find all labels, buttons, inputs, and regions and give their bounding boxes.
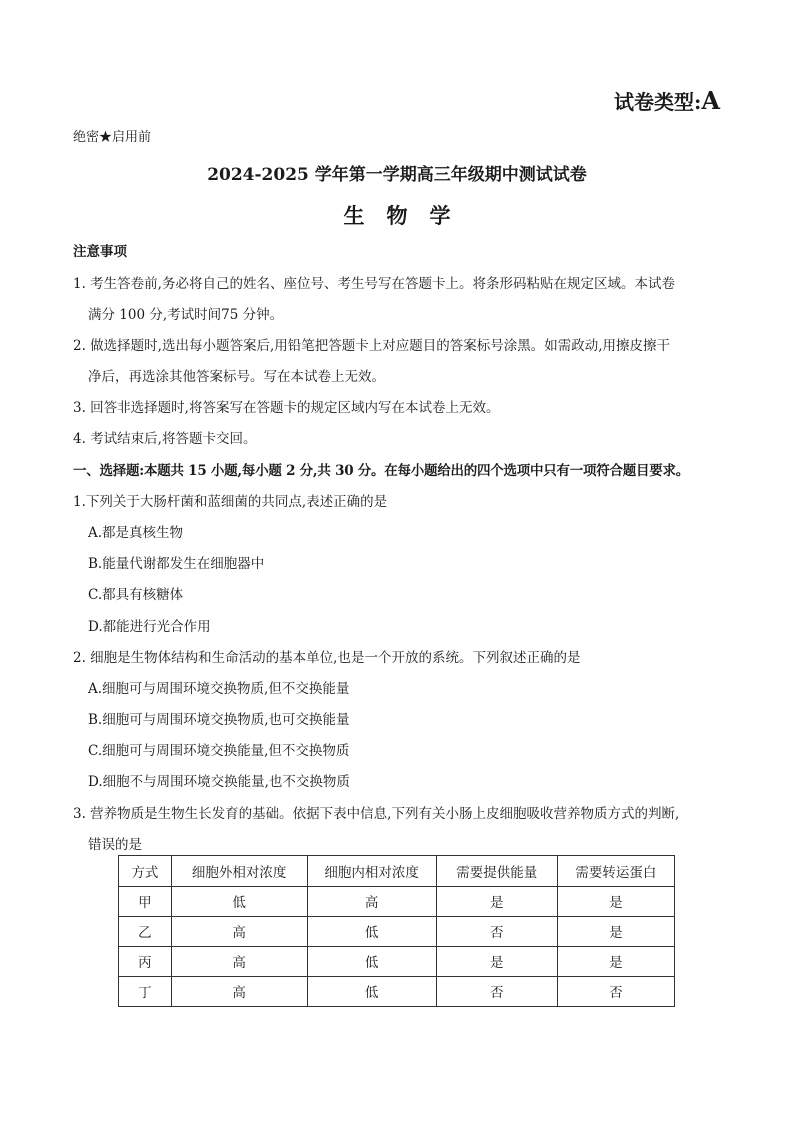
table-header-cell: 细胞内相对浓度: [307, 856, 436, 887]
table-cell: 高: [307, 887, 436, 917]
table-header-cell: 需要转运蛋白: [557, 856, 674, 887]
table-cell: 丙: [119, 947, 172, 977]
secret-mark: 绝密★启用前: [73, 130, 152, 145]
table-header-cell: 方式: [119, 856, 172, 887]
table-cell: 否: [436, 917, 557, 947]
question-3-stem-line-1: 3. 营养物质是生物生长发育的基础。依据下表中信息,下列有关小肠上皮细胞吸收营养物质方式的判断,: [73, 806, 680, 822]
question-2-option-b: B.细胞可与周围环境交换物质,也可交换能量: [88, 712, 350, 728]
question-1-stem: 1.下列关于大肠杆菌和蓝细菌的共同点,表述正确的是: [73, 494, 388, 510]
table-header-row: [119, 856, 675, 887]
question-1-option-d: D.都能进行光合作用: [88, 619, 211, 635]
question-2-option-a: A.细胞可与周围环境交换物质,但不交换能量: [88, 681, 350, 697]
notes-heading: 注意事项: [73, 244, 127, 260]
table-cell: 高: [171, 977, 307, 1007]
table-cell: 丁: [119, 977, 172, 1007]
paper-type: [614, 86, 720, 115]
table-cell: 是: [557, 917, 674, 947]
table-cell: 乙: [119, 917, 172, 947]
note-item-3: 3. 回答非选择题时,将答案写在答题卡的规定区域内写在本试卷上无效。: [73, 400, 500, 416]
table-cell: 低: [171, 887, 307, 917]
exam-title: 2024-2025 学年第一学期高三年级期中测试试卷: [207, 165, 587, 185]
table-row: [119, 977, 675, 1007]
table-cell: 是: [436, 947, 557, 977]
table-header-cell: 细胞外相对浓度: [171, 856, 307, 887]
question-1-option-b: B.能量代谢都发生在细胞器中: [88, 556, 265, 572]
question-1-option-a: A.都是真核生物: [88, 525, 184, 541]
table-row: [119, 947, 675, 977]
table-cell: 高: [171, 917, 307, 947]
paper-type-value: A: [701, 86, 720, 115]
note-item-1-line-2: 满分 100 分,考试时间75 分钟。: [88, 307, 284, 323]
table-cell: 高: [171, 947, 307, 977]
table-cell: 是: [557, 947, 674, 977]
question-2-stem: 2. 细胞是生物体结构和生命活动的基本单位,也是一个开放的系统。下列叙述正确的是: [73, 650, 581, 666]
table-cell: 低: [307, 917, 436, 947]
table-cell: 低: [307, 977, 436, 1007]
table-cell: 否: [557, 977, 674, 1007]
table-cell: 是: [557, 887, 674, 917]
paper-type-label: 试卷类型:: [613, 90, 702, 114]
question-2-option-c: C.细胞可与周围环境交换能量,但不交换物质: [88, 743, 350, 759]
question-2-option-d: D.细胞不与周围环境交换能量,也不交换物质: [88, 774, 350, 790]
note-item-4: 4. 考试结束后,将答题卡交回。: [73, 431, 257, 447]
table-cell: 低: [307, 947, 436, 977]
note-item-2-line-1: 2. 做选择题时,选出每小题答案后,用铅笔把答题卡上对应题目的答案标号涂黑。如需政动,用擦皮擦干: [73, 338, 671, 354]
question-3-stem-line-2: 错误的是: [88, 837, 142, 853]
note-item-1-line-1: 1. 考生答卷前,务必将自己的姓名、座位号、考生号写在答题卡上。将条形码粘贴在规定区域。本试卷: [73, 276, 675, 292]
section-1-title: 一、选择题:本题共 15 小题,每小题 2 分,共 30 分。在每小题给出的四个选项中只有一项符合题目要求。: [73, 463, 690, 479]
note-item-2-line-2: 净后，再选涂其他答案标号。写在本试卷上无效。: [88, 369, 385, 385]
table-row: [119, 917, 675, 947]
table-header-cell: 需要提供能量: [436, 856, 557, 887]
table-row: [119, 887, 675, 917]
transport-table: [118, 855, 675, 1007]
table-cell: 是: [436, 887, 557, 917]
subject-title: 生物学: [343, 203, 473, 228]
table-cell: 甲: [119, 887, 172, 917]
question-1-option-c: C.都具有核糖体: [88, 587, 184, 603]
table-cell: 否: [436, 977, 557, 1007]
